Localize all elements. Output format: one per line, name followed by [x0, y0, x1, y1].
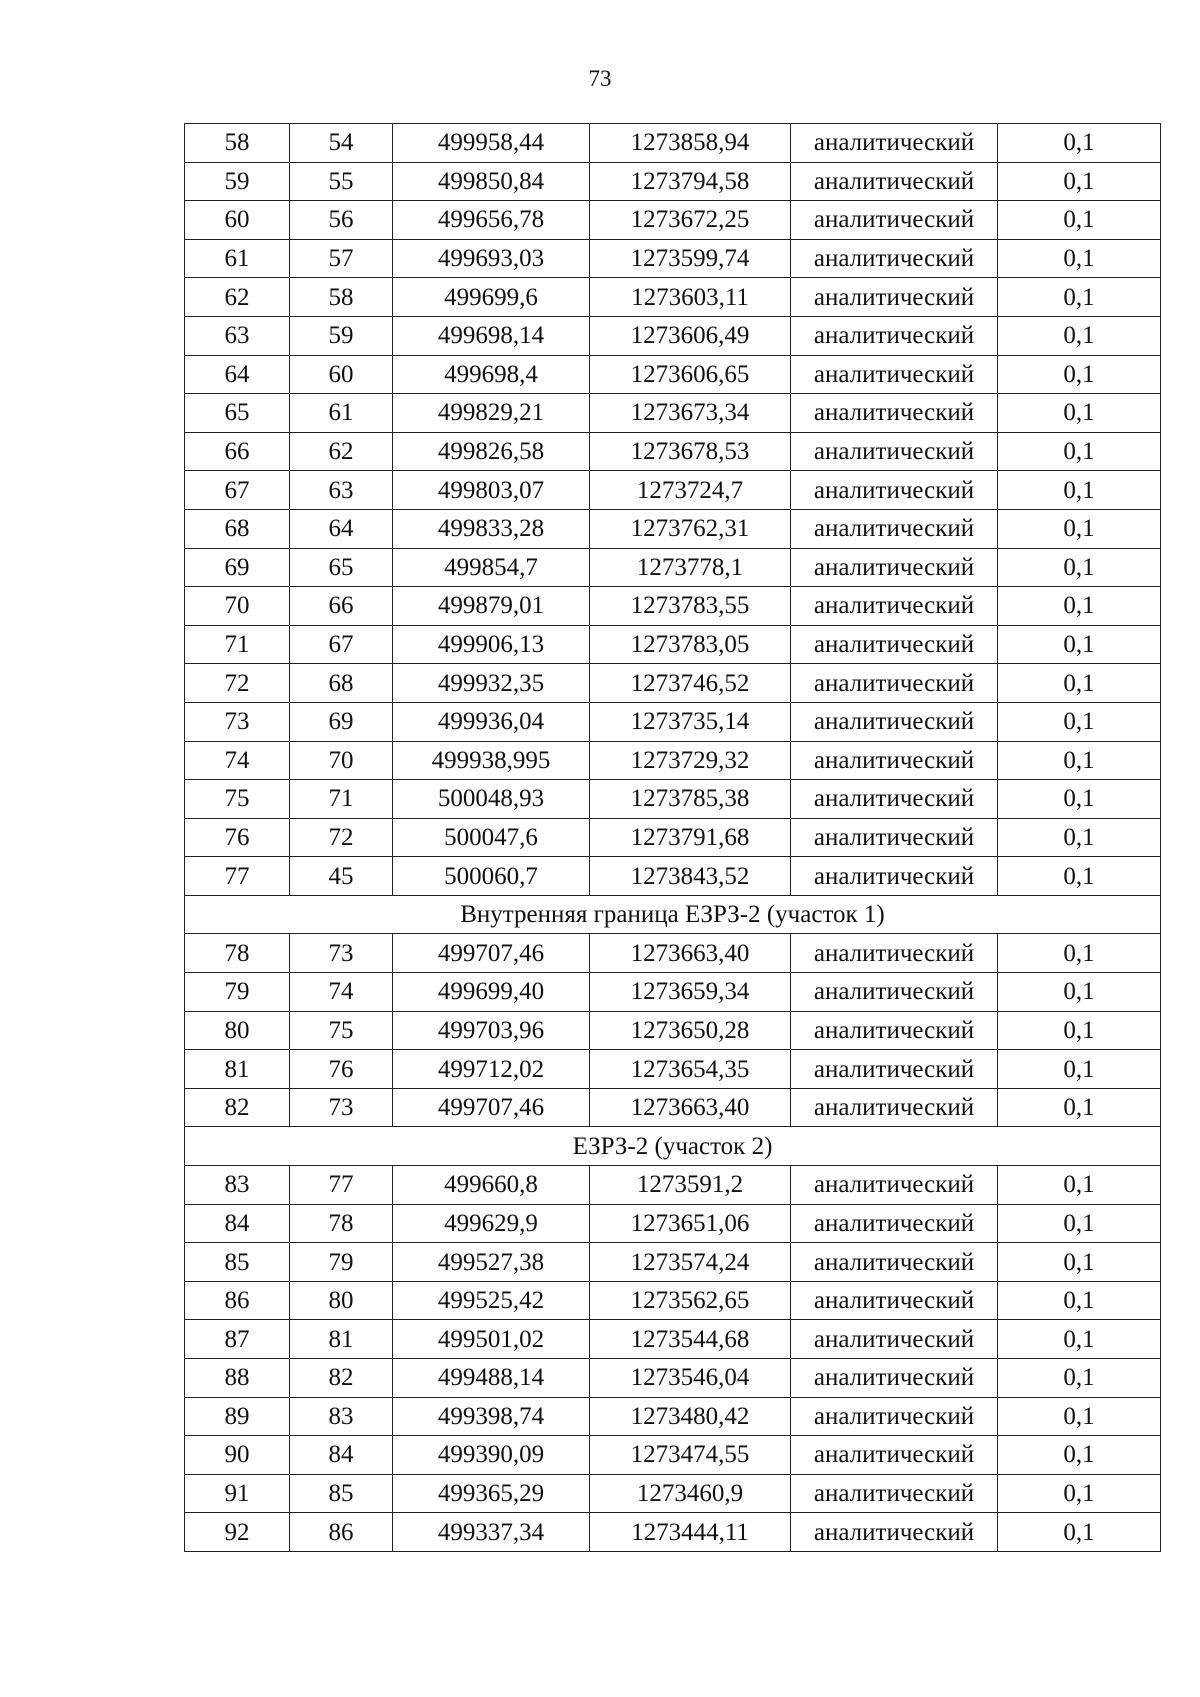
y-coordinate-cell: 1273574,24 — [590, 1243, 791, 1282]
x-coordinate-cell: 499629,9 — [393, 1204, 590, 1243]
method-cell: аналитический — [791, 278, 998, 317]
section-title: ЕЗРЗ-2 (участок 2) — [185, 1127, 1161, 1166]
point-number-cell: 77 — [290, 1166, 393, 1205]
accuracy-cell: 0,1 — [998, 1011, 1161, 1050]
y-coordinate-cell: 1273544,68 — [590, 1320, 791, 1359]
table-row — [185, 741, 1161, 780]
accuracy-cell: 0,1 — [998, 857, 1161, 896]
table-row — [185, 1088, 1161, 1127]
x-coordinate-cell: 499527,38 — [393, 1243, 590, 1282]
y-coordinate-cell: 1273650,28 — [590, 1011, 791, 1050]
accuracy-cell: 0,1 — [998, 702, 1161, 741]
row-number-cell: 86 — [185, 1281, 290, 1320]
point-number-cell: 80 — [290, 1281, 393, 1320]
y-coordinate-cell: 1273778,1 — [590, 548, 791, 587]
accuracy-cell: 0,1 — [998, 278, 1161, 317]
point-number-cell: 64 — [290, 509, 393, 548]
x-coordinate-cell: 499337,34 — [393, 1513, 590, 1552]
table-row — [185, 394, 1161, 433]
row-number-cell: 70 — [185, 587, 290, 626]
accuracy-cell: 0,1 — [998, 818, 1161, 857]
accuracy-cell: 0,1 — [998, 316, 1161, 355]
x-coordinate-cell: 499879,01 — [393, 587, 590, 626]
y-coordinate-cell: 1273603,11 — [590, 278, 791, 317]
point-number-cell: 55 — [290, 162, 393, 201]
table-row — [185, 1436, 1161, 1475]
y-coordinate-cell: 1273843,52 — [590, 857, 791, 896]
method-cell: аналитический — [791, 355, 998, 394]
point-number-cell: 59 — [290, 316, 393, 355]
point-number-cell: 86 — [290, 1513, 393, 1552]
point-number-cell: 57 — [290, 239, 393, 278]
x-coordinate-cell: 499660,8 — [393, 1166, 590, 1205]
method-cell: аналитический — [791, 780, 998, 819]
y-coordinate-cell: 1273729,32 — [590, 741, 791, 780]
y-coordinate-cell: 1273562,65 — [590, 1281, 791, 1320]
accuracy-cell: 0,1 — [998, 1436, 1161, 1475]
accuracy-cell: 0,1 — [998, 1204, 1161, 1243]
row-number-cell: 83 — [185, 1166, 290, 1205]
table-row — [185, 1320, 1161, 1359]
point-number-cell: 60 — [290, 355, 393, 394]
table-row — [185, 1513, 1161, 1552]
method-cell: аналитический — [791, 471, 998, 510]
accuracy-cell: 0,1 — [998, 509, 1161, 548]
row-number-cell: 68 — [185, 509, 290, 548]
method-cell: аналитический — [791, 201, 998, 240]
point-number-cell: 62 — [290, 432, 393, 471]
point-number-cell: 74 — [290, 973, 393, 1012]
row-number-cell: 89 — [185, 1397, 290, 1436]
y-coordinate-cell: 1273724,7 — [590, 471, 791, 510]
method-cell: аналитический — [791, 1436, 998, 1475]
point-number-cell: 56 — [290, 201, 393, 240]
table-row — [185, 587, 1161, 626]
table-row — [185, 548, 1161, 587]
row-number-cell: 69 — [185, 548, 290, 587]
x-coordinate-cell: 499707,46 — [393, 1088, 590, 1127]
table-row — [185, 1204, 1161, 1243]
method-cell: аналитический — [791, 394, 998, 433]
y-coordinate-cell: 1273599,74 — [590, 239, 791, 278]
table-body — [185, 124, 1161, 1552]
y-coordinate-cell: 1273444,11 — [590, 1513, 791, 1552]
row-number-cell: 62 — [185, 278, 290, 317]
accuracy-cell: 0,1 — [998, 741, 1161, 780]
x-coordinate-cell: 499712,02 — [393, 1050, 590, 1089]
accuracy-cell: 0,1 — [998, 664, 1161, 703]
accuracy-cell: 0,1 — [998, 780, 1161, 819]
row-number-cell: 91 — [185, 1474, 290, 1513]
x-coordinate-cell: 499390,09 — [393, 1436, 590, 1475]
table-row — [185, 432, 1161, 471]
method-cell: аналитический — [791, 702, 998, 741]
x-coordinate-cell: 499525,42 — [393, 1281, 590, 1320]
method-cell: аналитический — [791, 625, 998, 664]
coordinates-table — [184, 123, 1161, 1552]
x-coordinate-cell: 499693,03 — [393, 239, 590, 278]
table-row — [185, 973, 1161, 1012]
y-coordinate-cell: 1273460,9 — [590, 1474, 791, 1513]
y-coordinate-cell: 1273606,49 — [590, 316, 791, 355]
table-row — [185, 1011, 1161, 1050]
method-cell: аналитический — [791, 1397, 998, 1436]
row-number-cell: 75 — [185, 780, 290, 819]
accuracy-cell: 0,1 — [998, 355, 1161, 394]
y-coordinate-cell: 1273783,05 — [590, 625, 791, 664]
method-cell: аналитический — [791, 818, 998, 857]
table-row — [185, 1166, 1161, 1205]
point-number-cell: 67 — [290, 625, 393, 664]
y-coordinate-cell: 1273663,40 — [590, 1088, 791, 1127]
y-coordinate-cell: 1273791,68 — [590, 818, 791, 857]
point-number-cell: 84 — [290, 1436, 393, 1475]
method-cell: аналитический — [791, 509, 998, 548]
accuracy-cell: 0,1 — [998, 201, 1161, 240]
x-coordinate-cell: 499699,40 — [393, 973, 590, 1012]
x-coordinate-cell: 499698,14 — [393, 316, 590, 355]
method-cell: аналитический — [791, 1243, 998, 1282]
point-number-cell: 71 — [290, 780, 393, 819]
point-number-cell: 78 — [290, 1204, 393, 1243]
method-cell: аналитический — [791, 741, 998, 780]
accuracy-cell: 0,1 — [998, 1397, 1161, 1436]
accuracy-cell: 0,1 — [998, 124, 1161, 163]
section-row — [185, 1127, 1161, 1166]
row-number-cell: 66 — [185, 432, 290, 471]
method-cell: аналитический — [791, 1281, 998, 1320]
method-cell: аналитический — [791, 1050, 998, 1089]
row-number-cell: 85 — [185, 1243, 290, 1282]
x-coordinate-cell: 499906,13 — [393, 625, 590, 664]
point-number-cell: 73 — [290, 1088, 393, 1127]
point-number-cell: 75 — [290, 1011, 393, 1050]
row-number-cell: 73 — [185, 702, 290, 741]
x-coordinate-cell: 499707,46 — [393, 934, 590, 973]
section-row — [185, 895, 1161, 934]
x-coordinate-cell: 499829,21 — [393, 394, 590, 433]
method-cell: аналитический — [791, 1359, 998, 1398]
x-coordinate-cell: 500047,6 — [393, 818, 590, 857]
row-number-cell: 59 — [185, 162, 290, 201]
accuracy-cell: 0,1 — [998, 1088, 1161, 1127]
method-cell: аналитический — [791, 1320, 998, 1359]
accuracy-cell: 0,1 — [998, 1166, 1161, 1205]
accuracy-cell: 0,1 — [998, 1359, 1161, 1398]
row-number-cell: 61 — [185, 239, 290, 278]
x-coordinate-cell: 499850,84 — [393, 162, 590, 201]
y-coordinate-cell: 1273673,34 — [590, 394, 791, 433]
accuracy-cell: 0,1 — [998, 587, 1161, 626]
y-coordinate-cell: 1273762,31 — [590, 509, 791, 548]
row-number-cell: 80 — [185, 1011, 290, 1050]
table-row — [185, 1050, 1161, 1089]
row-number-cell: 79 — [185, 973, 290, 1012]
accuracy-cell: 0,1 — [998, 1050, 1161, 1089]
method-cell: аналитический — [791, 1474, 998, 1513]
row-number-cell: 67 — [185, 471, 290, 510]
y-coordinate-cell: 1273474,55 — [590, 1436, 791, 1475]
method-cell: аналитический — [791, 548, 998, 587]
method-cell: аналитический — [791, 1011, 998, 1050]
x-coordinate-cell: 499936,04 — [393, 702, 590, 741]
row-number-cell: 65 — [185, 394, 290, 433]
accuracy-cell: 0,1 — [998, 973, 1161, 1012]
x-coordinate-cell: 499826,58 — [393, 432, 590, 471]
accuracy-cell: 0,1 — [998, 162, 1161, 201]
row-number-cell: 92 — [185, 1513, 290, 1552]
point-number-cell: 76 — [290, 1050, 393, 1089]
point-number-cell: 70 — [290, 741, 393, 780]
accuracy-cell: 0,1 — [998, 471, 1161, 510]
x-coordinate-cell: 499703,96 — [393, 1011, 590, 1050]
method-cell: аналитический — [791, 162, 998, 201]
row-number-cell: 84 — [185, 1204, 290, 1243]
point-number-cell: 63 — [290, 471, 393, 510]
x-coordinate-cell: 499398,74 — [393, 1397, 590, 1436]
row-number-cell: 82 — [185, 1088, 290, 1127]
y-coordinate-cell: 1273785,38 — [590, 780, 791, 819]
method-cell: аналитический — [791, 1088, 998, 1127]
x-coordinate-cell: 499833,28 — [393, 509, 590, 548]
table-row — [185, 509, 1161, 548]
accuracy-cell: 0,1 — [998, 934, 1161, 973]
table-row — [185, 1281, 1161, 1320]
table-row — [185, 355, 1161, 394]
accuracy-cell: 0,1 — [998, 432, 1161, 471]
point-number-cell: 73 — [290, 934, 393, 973]
point-number-cell: 69 — [290, 702, 393, 741]
x-coordinate-cell: 500060,7 — [393, 857, 590, 896]
table-row — [185, 857, 1161, 896]
table-row — [185, 201, 1161, 240]
method-cell: аналитический — [791, 239, 998, 278]
y-coordinate-cell: 1273546,04 — [590, 1359, 791, 1398]
method-cell: аналитический — [791, 934, 998, 973]
x-coordinate-cell: 499699,6 — [393, 278, 590, 317]
y-coordinate-cell: 1273672,25 — [590, 201, 791, 240]
point-number-cell: 61 — [290, 394, 393, 433]
point-number-cell: 81 — [290, 1320, 393, 1359]
point-number-cell: 82 — [290, 1359, 393, 1398]
table-row — [185, 780, 1161, 819]
point-number-cell: 79 — [290, 1243, 393, 1282]
accuracy-cell: 0,1 — [998, 239, 1161, 278]
table-row — [185, 1243, 1161, 1282]
accuracy-cell: 0,1 — [998, 394, 1161, 433]
y-coordinate-cell: 1273480,42 — [590, 1397, 791, 1436]
row-number-cell: 88 — [185, 1359, 290, 1398]
point-number-cell: 68 — [290, 664, 393, 703]
method-cell: аналитический — [791, 316, 998, 355]
point-number-cell: 45 — [290, 857, 393, 896]
point-number-cell: 66 — [290, 587, 393, 626]
y-coordinate-cell: 1273651,06 — [590, 1204, 791, 1243]
x-coordinate-cell: 499488,14 — [393, 1359, 590, 1398]
table-row — [185, 471, 1161, 510]
accuracy-cell: 0,1 — [998, 1513, 1161, 1552]
y-coordinate-cell: 1273858,94 — [590, 124, 791, 163]
y-coordinate-cell: 1273591,2 — [590, 1166, 791, 1205]
table-row — [185, 625, 1161, 664]
y-coordinate-cell: 1273746,52 — [590, 664, 791, 703]
accuracy-cell: 0,1 — [998, 625, 1161, 664]
method-cell: аналитический — [791, 664, 998, 703]
accuracy-cell: 0,1 — [998, 1320, 1161, 1359]
x-coordinate-cell: 499365,29 — [393, 1474, 590, 1513]
point-number-cell: 65 — [290, 548, 393, 587]
method-cell: аналитический — [791, 432, 998, 471]
row-number-cell: 78 — [185, 934, 290, 973]
accuracy-cell: 0,1 — [998, 548, 1161, 587]
table-row — [185, 124, 1161, 163]
row-number-cell: 64 — [185, 355, 290, 394]
point-number-cell: 72 — [290, 818, 393, 857]
method-cell: аналитический — [791, 1204, 998, 1243]
y-coordinate-cell: 1273606,65 — [590, 355, 791, 394]
row-number-cell: 81 — [185, 1050, 290, 1089]
x-coordinate-cell: 499803,07 — [393, 471, 590, 510]
table-row — [185, 316, 1161, 355]
method-cell: аналитический — [791, 124, 998, 163]
accuracy-cell: 0,1 — [998, 1243, 1161, 1282]
point-number-cell: 58 — [290, 278, 393, 317]
row-number-cell: 74 — [185, 741, 290, 780]
row-number-cell: 71 — [185, 625, 290, 664]
accuracy-cell: 0,1 — [998, 1281, 1161, 1320]
table-row — [185, 278, 1161, 317]
table-row — [185, 239, 1161, 278]
method-cell: аналитический — [791, 857, 998, 896]
x-coordinate-cell: 499698,4 — [393, 355, 590, 394]
y-coordinate-cell: 1273794,58 — [590, 162, 791, 201]
page-number: 73 — [588, 66, 612, 91]
table-row — [185, 1474, 1161, 1513]
row-number-cell: 60 — [185, 201, 290, 240]
row-number-cell: 63 — [185, 316, 290, 355]
point-number-cell: 85 — [290, 1474, 393, 1513]
y-coordinate-cell: 1273663,40 — [590, 934, 791, 973]
row-number-cell: 72 — [185, 664, 290, 703]
x-coordinate-cell: 499932,35 — [393, 664, 590, 703]
row-number-cell: 90 — [185, 1436, 290, 1475]
x-coordinate-cell: 499854,7 — [393, 548, 590, 587]
y-coordinate-cell: 1273735,14 — [590, 702, 791, 741]
row-number-cell: 58 — [185, 124, 290, 163]
point-number-cell: 54 — [290, 124, 393, 163]
method-cell: аналитический — [791, 1513, 998, 1552]
method-cell: аналитический — [791, 973, 998, 1012]
row-number-cell: 76 — [185, 818, 290, 857]
row-number-cell: 77 — [185, 857, 290, 896]
method-cell: аналитический — [791, 1166, 998, 1205]
table-row — [185, 162, 1161, 201]
y-coordinate-cell: 1273678,53 — [590, 432, 791, 471]
x-coordinate-cell: 499656,78 — [393, 201, 590, 240]
row-number-cell: 87 — [185, 1320, 290, 1359]
x-coordinate-cell: 499958,44 — [393, 124, 590, 163]
accuracy-cell: 0,1 — [998, 1474, 1161, 1513]
x-coordinate-cell: 499501,02 — [393, 1320, 590, 1359]
y-coordinate-cell: 1273783,55 — [590, 587, 791, 626]
table-row — [185, 702, 1161, 741]
point-number-cell: 83 — [290, 1397, 393, 1436]
section-title: Внутренняя граница ЕЗРЗ-2 (участок 1) — [185, 895, 1161, 934]
y-coordinate-cell: 1273659,34 — [590, 973, 791, 1012]
method-cell: аналитический — [791, 587, 998, 626]
table-row — [185, 664, 1161, 703]
table-row — [185, 818, 1161, 857]
table-row — [185, 1397, 1161, 1436]
x-coordinate-cell: 499938,995 — [393, 741, 590, 780]
y-coordinate-cell: 1273654,35 — [590, 1050, 791, 1089]
table-row — [185, 1359, 1161, 1398]
table-row — [185, 934, 1161, 973]
x-coordinate-cell: 500048,93 — [393, 780, 590, 819]
